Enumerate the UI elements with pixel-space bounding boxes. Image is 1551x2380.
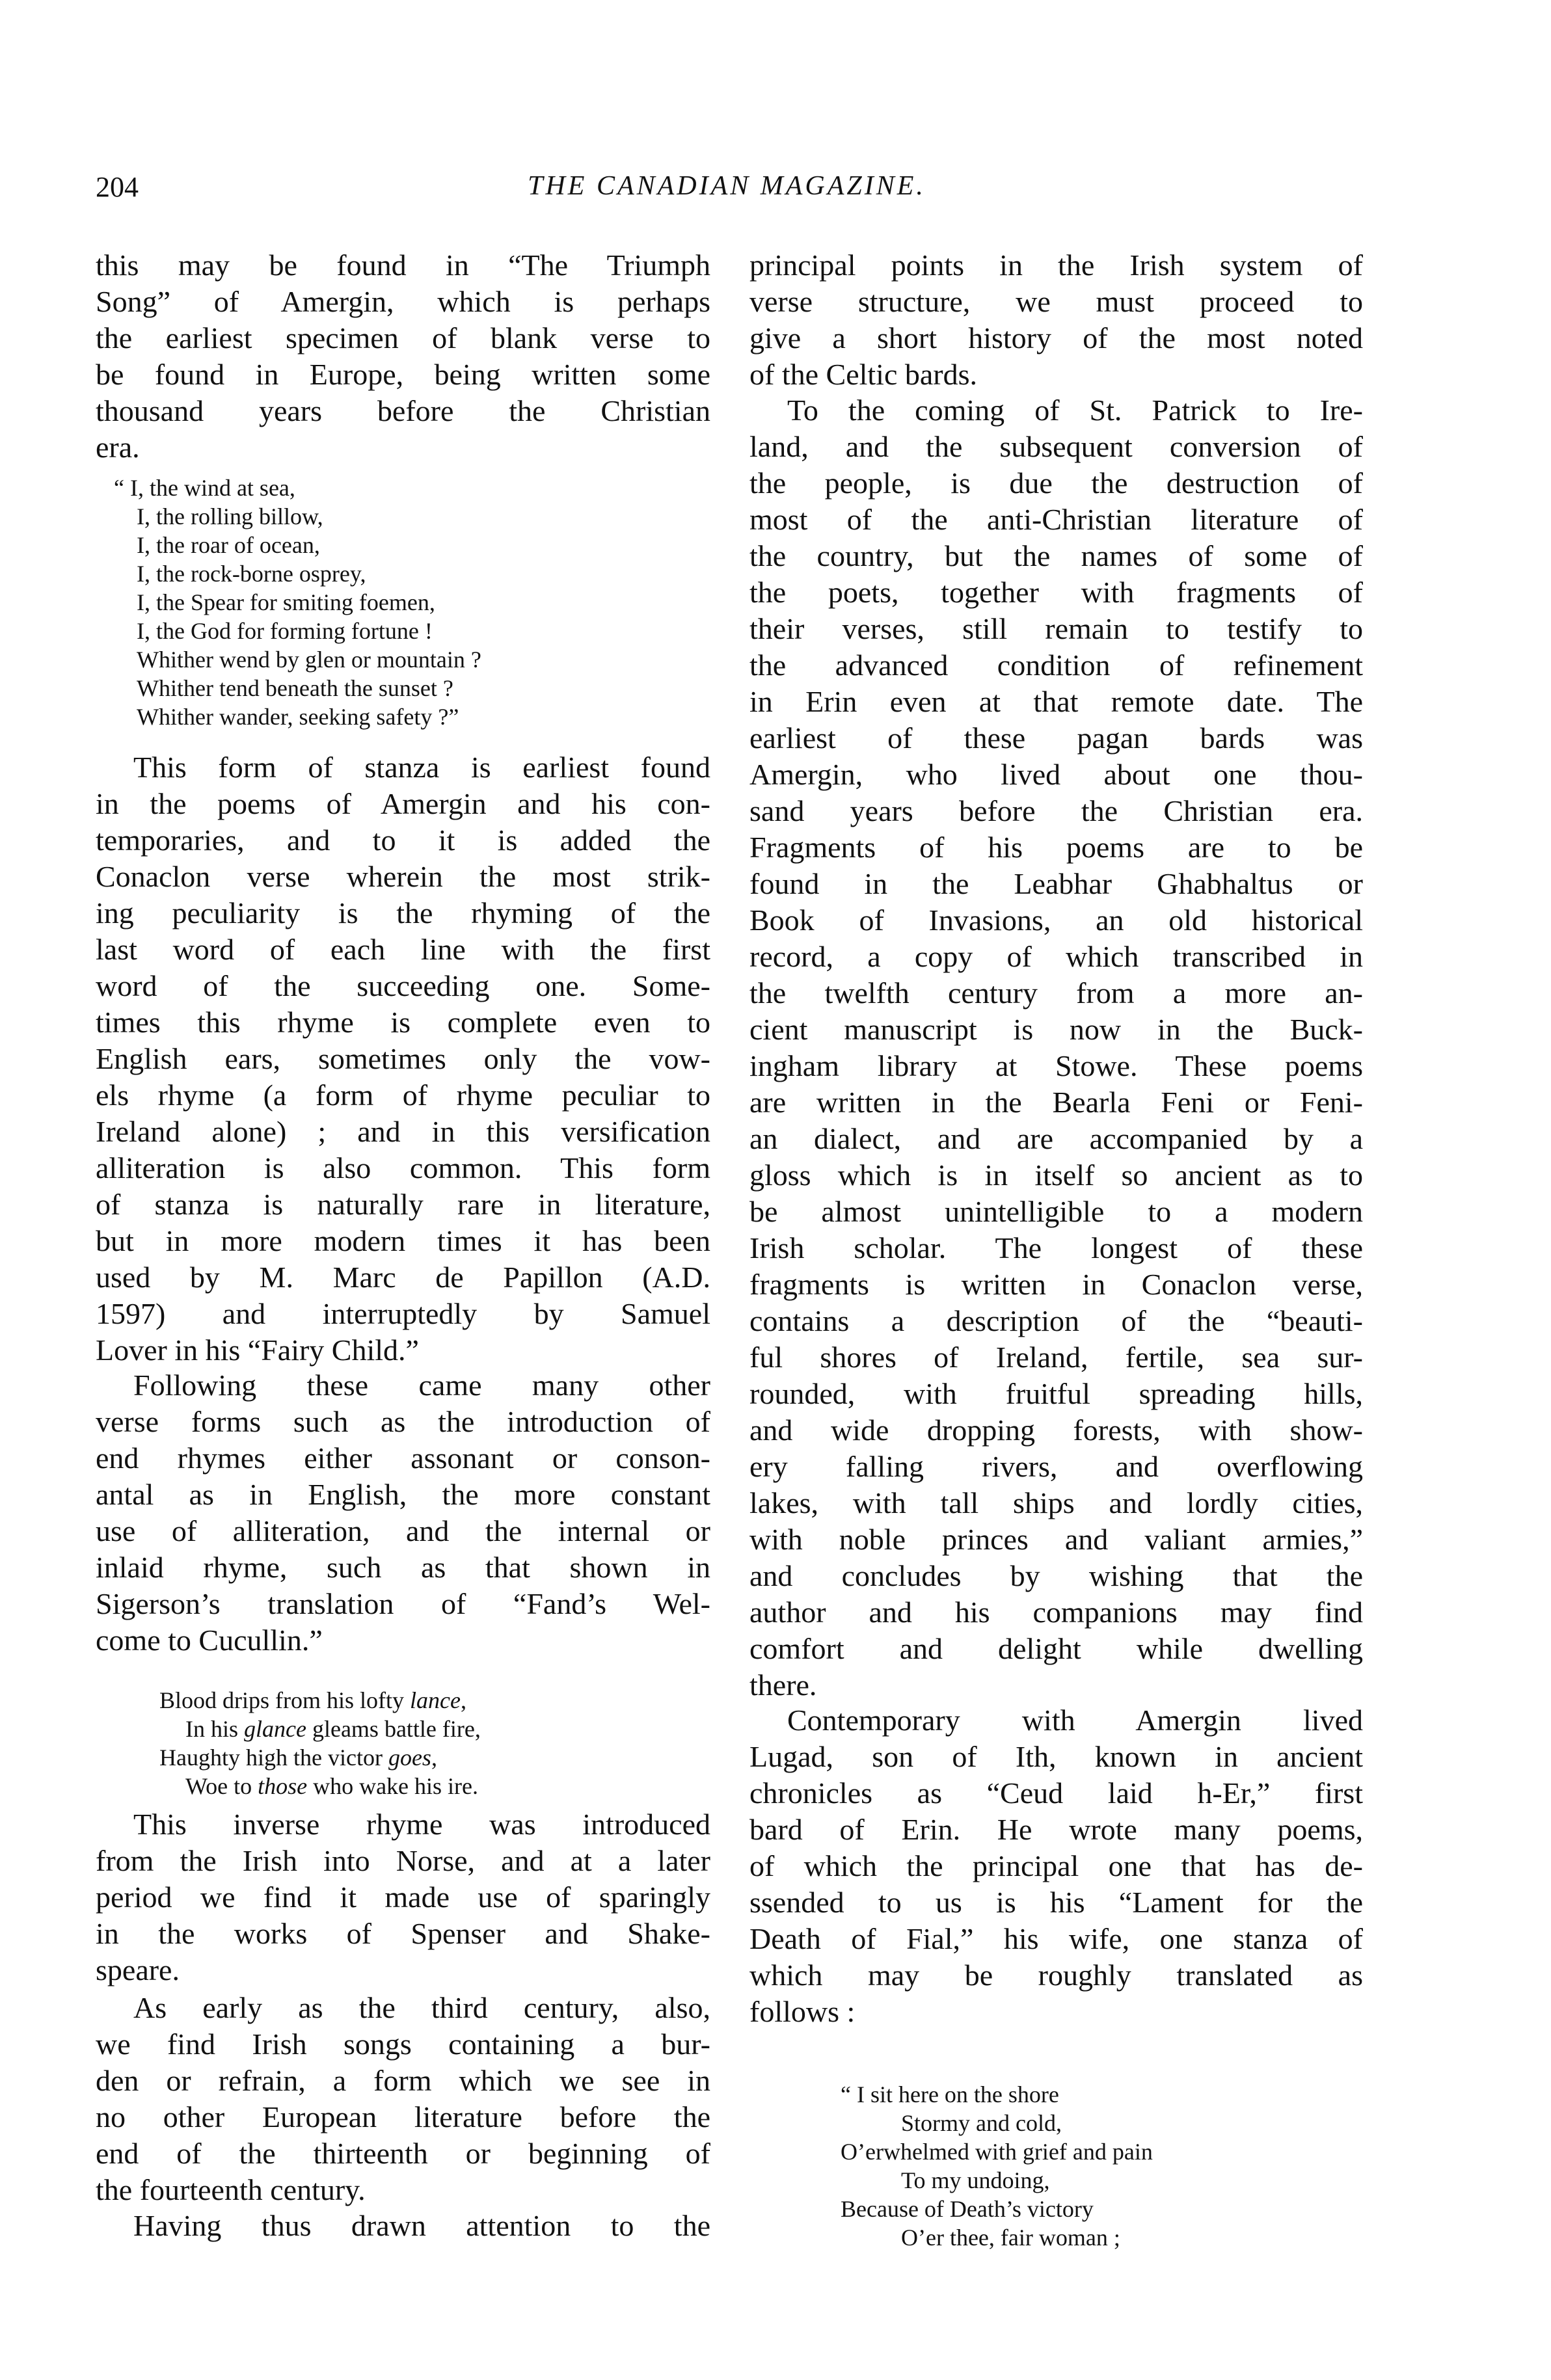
text-line: be found in Europe, being written some bbox=[96, 358, 710, 391]
text-line: land, and the subsequent conversion of bbox=[749, 430, 1363, 463]
left-paragraph-p6 bbox=[96, 2208, 710, 2244]
text-line: of stanza is naturally rare in literature, bbox=[96, 1188, 710, 1221]
text-line: 1597) and interruptedly by Samuel bbox=[96, 1297, 710, 1330]
text-line: principal points in the Irish system of bbox=[749, 248, 1363, 282]
verse-line bbox=[159, 1772, 680, 1800]
text-line: Lugad, son of Ith, known in ancient bbox=[749, 1740, 1363, 1773]
text-line: fragments is written in Conaclon verse, bbox=[749, 1268, 1363, 1301]
verse-line bbox=[159, 1743, 680, 1772]
text-line: end rhymes either assonant or conson- bbox=[96, 1441, 710, 1475]
verse-line: Stormy and cold, bbox=[901, 2110, 1062, 2136]
left-paragraph-p1 bbox=[96, 247, 710, 466]
verse-segment: , bbox=[431, 1745, 437, 1771]
left-poem-poem1 bbox=[114, 474, 657, 731]
text-line: there. bbox=[749, 1668, 817, 1702]
text-line: the fourteenth century. bbox=[96, 2173, 366, 2206]
text-line: ery falling rivers, and overflowing bbox=[749, 1450, 1363, 1483]
text-line: Having thus drawn attention to the bbox=[133, 2209, 710, 2242]
text-line: den or refrain, a form which we see in bbox=[96, 2064, 710, 2097]
right-poem-poem3 bbox=[841, 2080, 1361, 2252]
verse-line: I, the roar of ocean, bbox=[137, 532, 320, 558]
italic-word: lance bbox=[410, 1687, 461, 1713]
verse-line bbox=[159, 1686, 680, 1715]
text-line: els rhyme (a form of rhyme peculiar to bbox=[96, 1078, 710, 1112]
text-line: and concludes by wishing that the bbox=[749, 1559, 1363, 1592]
text-line: this may be found in “The Triumph bbox=[96, 248, 710, 282]
text-line: verse structure, we must proceed to bbox=[749, 285, 1363, 318]
text-line: verse forms such as the introduction of bbox=[96, 1405, 710, 1438]
text-line: used by M. Marc de Papillon (A.D. bbox=[96, 1261, 710, 1294]
text-line: To the coming of St. Patrick to Ire- bbox=[787, 394, 1363, 427]
text-line: This form of stanza is earliest found bbox=[133, 751, 710, 784]
text-line: author and his companions may find bbox=[749, 1596, 1363, 1629]
verse-line: Whither wend by glen or mountain ? bbox=[137, 647, 481, 673]
text-line: most of the anti-Christian literature of bbox=[749, 503, 1363, 536]
text-line: the twelfth century from a more an- bbox=[749, 976, 1363, 1009]
text-line: lakes, with tall ships and lordly cities, bbox=[749, 1486, 1363, 1519]
italic-word: glance bbox=[244, 1716, 306, 1742]
text-line: we find Irish songs containing a bur- bbox=[96, 2027, 710, 2061]
text-line: times this rhyme is complete even to bbox=[96, 1006, 710, 1039]
text-line: Amergin, who lived about one thou- bbox=[749, 758, 1363, 791]
text-line: an dialect, and are accompanied by a bbox=[749, 1122, 1363, 1155]
left-paragraph-p4 bbox=[96, 1806, 710, 1988]
text-line: ingham library at Stowe. These poems bbox=[749, 1049, 1363, 1082]
text-line: Irish scholar. The longest of these bbox=[749, 1231, 1363, 1264]
text-line: earliest of these pagan bards was bbox=[749, 721, 1363, 755]
text-line: use of alliteration, and the internal or bbox=[96, 1514, 710, 1547]
right-paragraph-p3 bbox=[749, 1702, 1363, 2030]
text-line: bard of Erin. He wrote many poems, bbox=[749, 1813, 1363, 1846]
text-line: comfort and delight while dwelling bbox=[749, 1632, 1363, 1665]
text-line: thousand years before the Christian bbox=[96, 394, 710, 427]
text-line: cient manuscript is now in the Buck- bbox=[749, 1013, 1363, 1046]
text-line: Contemporary with Amergin lived bbox=[787, 1704, 1363, 1737]
verse-segment: , bbox=[460, 1687, 466, 1713]
text-line: end of the thirteenth or beginning of bbox=[96, 2137, 710, 2170]
running-head-title: THE CANADIAN MAGAZINE. bbox=[528, 171, 926, 201]
verse-line: O’er thee, fair woman ; bbox=[901, 2225, 1120, 2251]
verse-segment: Blood drips from his lofty bbox=[159, 1687, 410, 1713]
text-line: give a short history of the most noted bbox=[749, 321, 1363, 354]
text-line: but in more modern times it has been bbox=[96, 1224, 710, 1257]
left-paragraph-p5 bbox=[96, 1990, 710, 2208]
text-line: Fragments of his poems are to be bbox=[749, 831, 1363, 864]
text-line: temporaries, and to it is added the bbox=[96, 823, 710, 857]
verse-line: Whither tend beneath the sunset ? bbox=[137, 675, 453, 701]
verse-line: “ I, the wind at sea, bbox=[114, 475, 295, 501]
text-line: ssended to us is his “Lament for the bbox=[749, 1886, 1363, 1919]
text-line: antal as in English, the more constant bbox=[96, 1478, 710, 1511]
text-line: word of the succeeding one. Some- bbox=[96, 969, 710, 1002]
text-line: Song” of Amergin, which is perhaps bbox=[96, 285, 710, 318]
text-line: rounded, with fruitful spreading hills, bbox=[749, 1377, 1363, 1410]
text-line: no other European literature before the bbox=[96, 2100, 710, 2133]
text-line: of which the principal one that has de- bbox=[749, 1849, 1363, 1882]
text-line: Following these came many other bbox=[133, 1369, 710, 1402]
text-line: contains a description of the “beauti- bbox=[749, 1304, 1363, 1337]
text-line: Sigerson’s translation of “Fand’s Wel- bbox=[96, 1587, 710, 1620]
right-paragraph-p1 bbox=[749, 247, 1363, 393]
text-line: the advanced condition of refinement bbox=[749, 648, 1363, 682]
verse-segment: who wake his ire. bbox=[307, 1773, 479, 1799]
text-line: in the poems of Amergin and his con- bbox=[96, 787, 710, 820]
page-number: 204 bbox=[96, 171, 139, 203]
text-line: Conaclon verse wherein the most strik- bbox=[96, 860, 710, 893]
text-line: inlaid rhyme, such as that shown in bbox=[96, 1551, 710, 1584]
italic-word: goes bbox=[388, 1745, 431, 1771]
right-paragraph-p2 bbox=[749, 392, 1363, 1704]
verse-line: I, the rolling billow, bbox=[137, 503, 323, 529]
text-line: found in the Leabhar Ghabhaltus or bbox=[749, 867, 1363, 900]
text-line: As early as the third century, also, bbox=[133, 1991, 710, 2024]
verse-line: Because of Death’s victory bbox=[841, 2196, 1094, 2222]
text-line: their verses, still remain to testify to bbox=[749, 612, 1363, 645]
text-line: come to Cucullin.” bbox=[96, 1624, 323, 1657]
text-line: chronicles as “Ceud laid h-Er,” first bbox=[749, 1776, 1363, 1810]
text-line: ing peculiarity is the rhyming of the bbox=[96, 896, 710, 929]
text-line: record, a copy of which transcribed in bbox=[749, 940, 1363, 973]
verse-segment: Haughty high the victor bbox=[159, 1745, 388, 1771]
left-paragraph-p2 bbox=[96, 749, 710, 1369]
text-line: the earliest specimen of blank verse to bbox=[96, 321, 710, 354]
text-line: with noble princes and valiant armies,” bbox=[749, 1523, 1363, 1556]
text-line: the poets, together with fragments of bbox=[749, 576, 1363, 609]
text-line: and wide dropping forests, with show- bbox=[749, 1413, 1363, 1447]
text-line: Ireland alone) ; and in this versification bbox=[96, 1115, 710, 1148]
text-line: English ears, sometimes only the vow- bbox=[96, 1042, 710, 1075]
text-line: ful shores of Ireland, fertile, sea sur- bbox=[749, 1341, 1363, 1374]
verse-segment: In his bbox=[185, 1716, 244, 1742]
left-paragraph-p3 bbox=[96, 1367, 710, 1659]
text-line: speare. bbox=[96, 1953, 180, 1986]
text-line: period we find it made use of sparingly bbox=[96, 1880, 710, 1914]
text-line: the country, but the names of some of bbox=[749, 539, 1363, 572]
text-line: in the works of Spenser and Shake- bbox=[96, 1917, 710, 1950]
text-line: era. bbox=[96, 431, 140, 464]
text-line: This inverse rhyme was introduced bbox=[133, 1808, 710, 1841]
text-line: sand years before the Christian era. bbox=[749, 794, 1363, 827]
verse-line: Whither wander, seeking safety ?” bbox=[137, 704, 459, 730]
text-line: alliteration is also common. This form bbox=[96, 1151, 710, 1184]
verse-line: “ I sit here on the shore bbox=[841, 2081, 1059, 2107]
text-line: are written in the Bearla Feni or Feni- bbox=[749, 1086, 1363, 1119]
text-line: be almost unintelligible to a modern bbox=[749, 1195, 1363, 1228]
text-line: Book of Invasions, an old historical bbox=[749, 903, 1363, 937]
text-line: of the Celtic bards. bbox=[749, 358, 978, 391]
text-line: in Erin even at that remote date. The bbox=[749, 685, 1363, 718]
text-line: from the Irish into Norse, and at a later bbox=[96, 1844, 710, 1877]
verse-line: I, the God for forming fortune ! bbox=[137, 618, 433, 644]
text-line: Lover in his “Fairy Child.” bbox=[96, 1333, 419, 1367]
text-line: which may be roughly translated as bbox=[749, 1959, 1363, 1992]
verse-line: O’erwhelmed with grief and pain bbox=[841, 2139, 1153, 2165]
verse-line: I, the rock-borne osprey, bbox=[137, 561, 366, 587]
verse-line: To my undoing, bbox=[901, 2167, 1050, 2193]
verse-line bbox=[159, 1715, 680, 1743]
left-poem-poem2 bbox=[159, 1686, 680, 1800]
text-line: the people, is due the destruction of bbox=[749, 466, 1363, 500]
text-line: gloss which is in itself so ancient as to bbox=[749, 1158, 1363, 1192]
verse-line: I, the Spear for smiting foemen, bbox=[137, 589, 435, 615]
text-line: Death of Fial,” his wife, one stanza of bbox=[749, 1922, 1363, 1955]
italic-word: those bbox=[258, 1773, 308, 1799]
text-line: last word of each line with the first bbox=[96, 933, 710, 966]
verse-segment: Woe to bbox=[185, 1773, 258, 1799]
text-line: follows : bbox=[749, 1995, 856, 2028]
verse-segment: gleams battle fire, bbox=[306, 1716, 481, 1742]
